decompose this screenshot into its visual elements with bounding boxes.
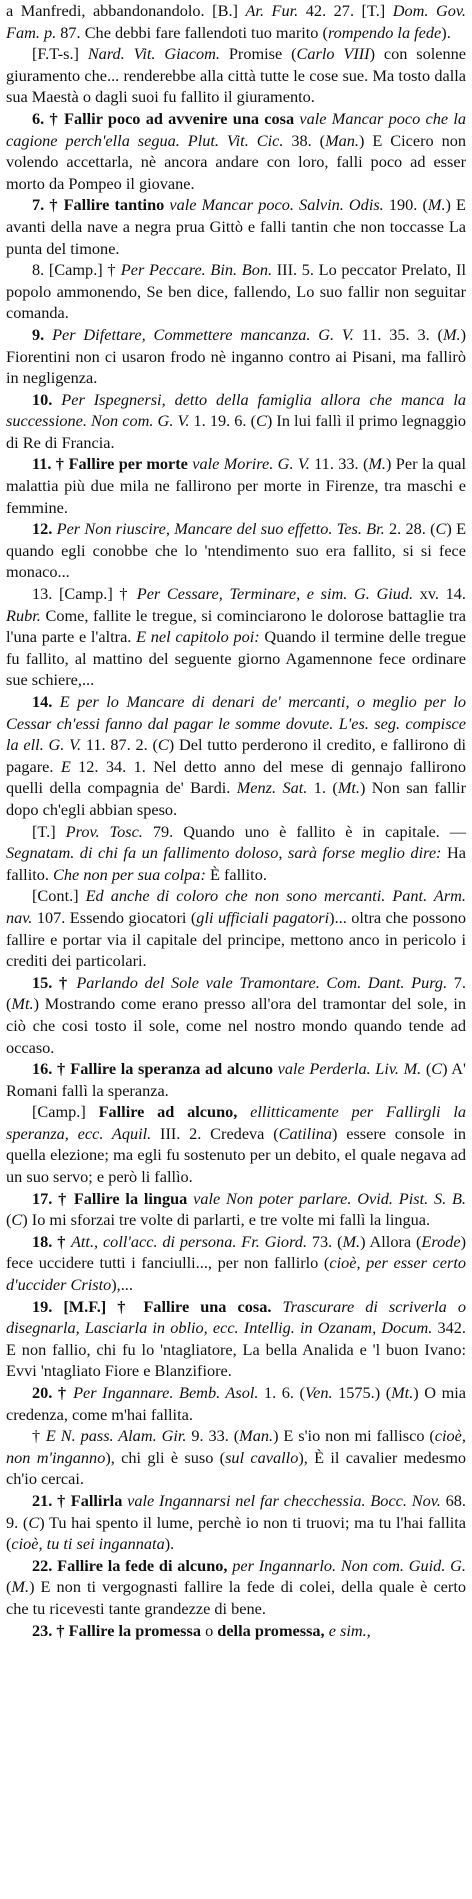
text-run: 342. E non fallio, chi fu lo 'ntagliatore, La bella Analida e 'l buon Ivano: Evvi 'ntagliato Fiore e Blanzifiore. bbox=[6, 1318, 467, 1381]
entry-16-speranza bbox=[6, 1058, 466, 1101]
italic-text: Catilina bbox=[278, 1123, 333, 1143]
italic-text: Per Difettare, Commettere mancanza. G. V. bbox=[52, 324, 354, 344]
text-run: ) Io mi sforzai tre volte di parlarti, e tre volte mi fallì la lingua. bbox=[22, 1210, 431, 1230]
entry-heading-text: 20. † bbox=[32, 1383, 74, 1402]
text-run: a Manfredi, abbandonandolo. [B.] bbox=[6, 1, 246, 20]
italic-text: C bbox=[435, 519, 447, 539]
entry-cont-non-mercanti bbox=[6, 885, 466, 971]
text-run: ) Fiorentini non ci usaron frodo nè inganno contro ai Pisani, ma fallirò in negligenza. bbox=[6, 324, 467, 388]
entry-14-mancare-denari bbox=[6, 691, 466, 821]
text-run: ) Del tutto perderono il credito, e fallirono di pagare. bbox=[6, 735, 467, 776]
entry-17-lingua bbox=[6, 1188, 466, 1231]
italic-text: Att., coll'acc. di persona. Fr. Giord. bbox=[70, 1231, 308, 1251]
italic-text: Trascurare di scriverla o disegnarla, Lasciarla in oblio, ecc. Intellig. in Ozanam, Docum. bbox=[6, 1296, 466, 1338]
italic-text: Per Ingannare. Bemb. Asol. bbox=[73, 1383, 259, 1402]
italic-text: E bbox=[60, 756, 71, 776]
entry-heading-text: 21. † Fallirla bbox=[32, 1490, 128, 1510]
text-run: ) essere console in quella elezione; ma egli fu sostenuto per un debito, el quale negava ad un suo servo; e però li fallìo. bbox=[6, 1123, 466, 1187]
entry-heading-text: 10. bbox=[32, 389, 62, 409]
text-run: Quando il termine delle tregue fu fallito, al mattino del seguente giorno Agamennone fece ordinare sue schiere,... bbox=[6, 627, 466, 690]
italic-text: cioè, per esser certo d'uccider Cristo bbox=[6, 1253, 466, 1295]
italic-text: rompendo la fede bbox=[327, 22, 442, 42]
text-run: ) E quando egli conobbe che lo 'ntendimento suo era fallito, si si fece monaco... bbox=[6, 519, 467, 582]
italic-text: vale Mancar poco che la cagione perch'ella segua. Plut. Vit. Cic. bbox=[6, 108, 466, 150]
text-run: 1. ( bbox=[307, 778, 338, 798]
entry-heading-text: della promessa, bbox=[213, 1620, 329, 1640]
italic-text: C bbox=[431, 1059, 443, 1079]
italic-text: per Ingannarlo. Non com. Guid. G. bbox=[232, 1555, 466, 1575]
text-run: )... oltra che possono fallire e portar via il capitale del principe, mettono anco in pericolo i crediti dei particolari. bbox=[6, 907, 466, 971]
entry-23-promessa bbox=[6, 1620, 466, 1642]
text-run: [T.] bbox=[32, 821, 66, 841]
entry-18-att-persona bbox=[6, 1231, 466, 1296]
italic-text: cioè, tu ti sei ingannata bbox=[11, 1534, 165, 1554]
italic-text: sul cavallo bbox=[225, 1447, 299, 1467]
text-run: ) E avanti della nave a negra prua Gittò e falli tantin che non toccasse La punta del timone. bbox=[6, 195, 466, 258]
text-run: ) Per la qual malattia più due mila ne fallirono per morte in Firenze, tra maschi e femmine. bbox=[6, 454, 466, 517]
italic-text: Che non per sua colpa: bbox=[53, 864, 206, 884]
entry-nard-vit-giacom bbox=[6, 43, 466, 108]
entry-camp-fallire-ad-alcuno bbox=[6, 1101, 466, 1187]
italic-text: Per Ispegnersi, detto della famiglia allora che manca la successione. Non com. G. V. bbox=[6, 389, 467, 431]
text-run: 68. 9. ( bbox=[6, 1490, 466, 1532]
entry-heading-text: 23. † Fallire la promessa bbox=[32, 1620, 206, 1640]
italic-text: C bbox=[11, 1210, 23, 1230]
italic-text: vale Perderla. Liv. M. bbox=[277, 1059, 422, 1079]
italic-text: M. bbox=[11, 1577, 30, 1597]
text-run: ). bbox=[164, 1534, 175, 1554]
italic-text: gli ufficiali pagatori bbox=[196, 907, 330, 927]
italic-text: Man. bbox=[325, 130, 359, 150]
entry-heading-text: 17. † Fallire la lingua bbox=[32, 1188, 194, 1208]
text-run: ), chi gli è suso ( bbox=[105, 1447, 226, 1467]
italic-text: Mt. bbox=[11, 994, 34, 1014]
italic-text: Ed anche di coloro che non sono mercanti. Pant. Arm. nav. bbox=[6, 886, 466, 927]
text-run: 107. Essendo giocatori ( bbox=[32, 907, 197, 927]
italic-text: C bbox=[28, 1512, 40, 1532]
text-run: ) O mia credenza, come m'hai fallita. bbox=[6, 1383, 466, 1424]
text-run: 11. 35. 3. ( bbox=[353, 324, 443, 344]
entry-15-sole bbox=[6, 972, 466, 1058]
entry-21-fallirla bbox=[6, 1490, 466, 1555]
italic-text: Prov. Tosc. bbox=[65, 821, 143, 841]
text-run: 8. [Camp.] † bbox=[32, 260, 121, 280]
italic-text: C bbox=[256, 411, 267, 431]
entry-heading-text: 11. † Fallire per morte bbox=[32, 454, 193, 474]
text-run: 87. Che debbi fare fallendoti tuo marito ( bbox=[56, 22, 328, 42]
text-run: 42. 27. [T.] bbox=[298, 1, 393, 20]
entry-22-fede bbox=[6, 1555, 466, 1620]
text-run: 2. 28. ( bbox=[384, 519, 436, 539]
entry-8-peccare bbox=[6, 259, 466, 324]
text-run: ) Non san fallir dopo ch'egli abbian speso. bbox=[6, 778, 466, 819]
italic-text: Menz. Sat. bbox=[236, 778, 308, 798]
entry-heading-text: 22. Fallire la fede di alcuno, bbox=[32, 1555, 233, 1575]
italic-text: M. bbox=[442, 324, 461, 344]
italic-text: Segnatam. di chi fa un fallimento doloso, sarà forse meglio dire: bbox=[6, 843, 442, 863]
entry-10-ispegnersi bbox=[6, 389, 466, 454]
entry-20-ingannare bbox=[6, 1382, 466, 1425]
text-run: ) Mostrando come erano presso all'ora del tramontar del sole, in ciò che cosi tosto il sole, come nel nostro mondo quando tende ad occaso. bbox=[6, 994, 466, 1057]
text-run: Come, fallite le tregue, si cominciarono le dolorose battaglie tra l'una parte e l'altra. bbox=[6, 605, 466, 647]
text-run: 1575.) ( bbox=[332, 1383, 392, 1402]
entry-heading-text: 6. † Fallir poco ad avvenire una cosa bbox=[32, 108, 300, 128]
text-run: [Cont.] bbox=[32, 886, 86, 906]
italic-text: vale Morire. G. V. bbox=[192, 454, 310, 474]
italic-text: Per Cessare, Terminare, e sim. G. Giud. bbox=[136, 584, 414, 604]
entry-19-fallire-una-cosa bbox=[6, 1296, 466, 1382]
text-run: ) E s'io non mi fallisco ( bbox=[273, 1426, 435, 1446]
entry-n-pass bbox=[6, 1425, 466, 1490]
italic-text: Erode bbox=[421, 1231, 461, 1251]
italic-text: E per lo Mancare di denari de' mercanti, o meglio per lo Cessar ch'essi fanno dal pagar le somme dovute. L'es. seg. compisce la ell. G. V. bbox=[6, 692, 467, 755]
text-run: ) E Cicero non volendo accettarla, nè ancora andare con loro, falli poco ad esser morto da Pompeo il giovane. bbox=[6, 130, 466, 193]
italic-text: vale Mancar poco. Salvin. Odis. bbox=[169, 195, 384, 215]
text-run: ). bbox=[441, 22, 451, 42]
text-run: 11. 87. 2. ( bbox=[81, 735, 158, 755]
italic-text: vale Non poter parlare. Ovid. Pist. S. B. bbox=[193, 1188, 466, 1208]
italic-text: Nard. Vit. Giacom. bbox=[87, 44, 220, 64]
text-run: 79. Quando uno è fallito è in capitale. — bbox=[142, 821, 467, 841]
entry-heading-text: 9. bbox=[32, 324, 53, 344]
text-run: xv. 14. bbox=[413, 584, 466, 604]
italic-text: Dom. Gov. Fam. p. bbox=[6, 1, 466, 42]
text-run: 11. 33. ( bbox=[309, 454, 369, 474]
entry-heading-text: Fallire ad alcuno, bbox=[98, 1102, 251, 1122]
entry-heading-text: 7. † Fallire tantino bbox=[32, 195, 170, 215]
italic-text: Rubr. bbox=[6, 605, 41, 625]
entry-11-fallire-per-morte bbox=[6, 453, 466, 518]
entry-continuation-manfredi bbox=[6, 0, 466, 43]
italic-text: Per Non riuscire, Mancare del suo effetto. Tes. Br. bbox=[56, 519, 385, 539]
text-run: III. 5. Lo peccator Prelato, Il popolo ammonendo, Se ben dice, fallendo, Lo suo fallir non seguitar comanda. bbox=[6, 260, 466, 323]
text-run: [F.T-s.] bbox=[32, 44, 88, 64]
text-run: 38. ( bbox=[283, 130, 326, 150]
text-run: 12. 34. 1. Nel detto anno del mese di gennajo fallirono quelli della compagnia de' Bardi. bbox=[6, 756, 466, 798]
entry-prov-tosc bbox=[6, 821, 466, 886]
text-run: ) Allora ( bbox=[360, 1231, 422, 1251]
text-run: ( bbox=[421, 1059, 432, 1079]
text-run: Promise ( bbox=[219, 44, 297, 64]
italic-text: M. bbox=[427, 195, 446, 215]
italic-text: M. bbox=[368, 454, 387, 474]
text-run: [Camp.] bbox=[32, 1102, 99, 1122]
text-run: 190. ( bbox=[383, 195, 428, 215]
text-run: 1. 19. 6. ( bbox=[189, 411, 256, 431]
text-run: ),... bbox=[111, 1275, 133, 1295]
text-run: 13. [Camp.] † bbox=[32, 584, 137, 604]
italic-text: Per Peccare. Bin. Bon. bbox=[120, 260, 273, 280]
text-run: ) In lui fallì il primo legnaggio di Re di Francia. bbox=[6, 411, 466, 452]
entry-heading-text: 19. [M.F.] † Fallire una cosa. bbox=[32, 1296, 283, 1316]
italic-text: ellitticamente per Fallirgli la speranza, ecc. Aquil. bbox=[6, 1102, 466, 1143]
italic-text: e sim., bbox=[328, 1620, 371, 1640]
text-run: ) E non ti vergognasti fallire la fede di colei, della quale è certo che tu ricevesti tante grandezze di bene. bbox=[6, 1577, 466, 1618]
text-run: 73. ( bbox=[307, 1231, 343, 1251]
italic-text: E N. pass. Alam. Gir. bbox=[45, 1426, 187, 1446]
entry-heading-text: 14. bbox=[32, 692, 60, 711]
text-run: È fallito. bbox=[205, 864, 267, 884]
italic-text: E nel capitolo poi: bbox=[136, 627, 260, 647]
italic-text: Mt. bbox=[337, 778, 360, 798]
text-run: Ha fallito. bbox=[6, 843, 466, 884]
italic-text: vale Ingannarsi nel far checchessia. Bocc. Nov. bbox=[127, 1490, 441, 1510]
entry-9-difettare bbox=[6, 324, 466, 389]
italic-text: M. bbox=[342, 1231, 361, 1251]
entry-heading-text: 16. † Fallire la speranza ad alcuno bbox=[32, 1059, 278, 1079]
italic-text: Ven. bbox=[304, 1383, 333, 1402]
text-run: ) con solenne giuramento che... renderebbe alla città tutte le cose sue. Ma tosto dalla sua Maestà o dagli suoi fu fallito il giuramento. bbox=[6, 44, 466, 107]
text-run: ), È il cavalier medesmo ch'io cercai. bbox=[6, 1447, 466, 1489]
text-run: 7. ( bbox=[6, 972, 466, 1014]
text-run: o bbox=[205, 1620, 214, 1640]
italic-text: Man. bbox=[239, 1426, 274, 1446]
text-run: ( bbox=[6, 1577, 12, 1597]
text-run: ) Tu hai spento il lume, perchè io non ti truovi; ma tu l'hai fallita ( bbox=[6, 1512, 467, 1554]
text-run: ) fece uccidere tutti i fanciulli..., per non fallirlo ( bbox=[6, 1231, 466, 1273]
text-run: 1. 6. ( bbox=[258, 1383, 305, 1402]
entry-12-non-riuscire bbox=[6, 518, 466, 583]
text-run: ) A' Romani fallì la speranza. bbox=[6, 1059, 466, 1100]
italic-text: Parlando del Sole vale Tramontare. Com. Dant. Purg. bbox=[76, 972, 448, 992]
entry-7-fallire-tantino bbox=[6, 194, 466, 259]
text-run: ( bbox=[6, 1210, 12, 1230]
text-run: † bbox=[32, 1426, 46, 1446]
italic-text: Mt. bbox=[391, 1383, 414, 1402]
entry-heading-text: 15. † bbox=[32, 972, 77, 992]
entry-13-cessare bbox=[6, 583, 466, 691]
entry-6-fallir-poco bbox=[6, 108, 466, 194]
italic-text: cioè, non m'inganno bbox=[6, 1426, 466, 1467]
italic-text: C bbox=[157, 735, 169, 755]
italic-text: Carlo VIII bbox=[296, 44, 370, 64]
text-run: III. 2. Credeva ( bbox=[151, 1123, 279, 1143]
entry-heading-text: 12. bbox=[32, 519, 57, 539]
text-run: 9. 33. ( bbox=[186, 1426, 240, 1446]
entry-heading-text: 18. † bbox=[32, 1231, 71, 1251]
italic-text: Ar. Fur. bbox=[245, 1, 299, 20]
